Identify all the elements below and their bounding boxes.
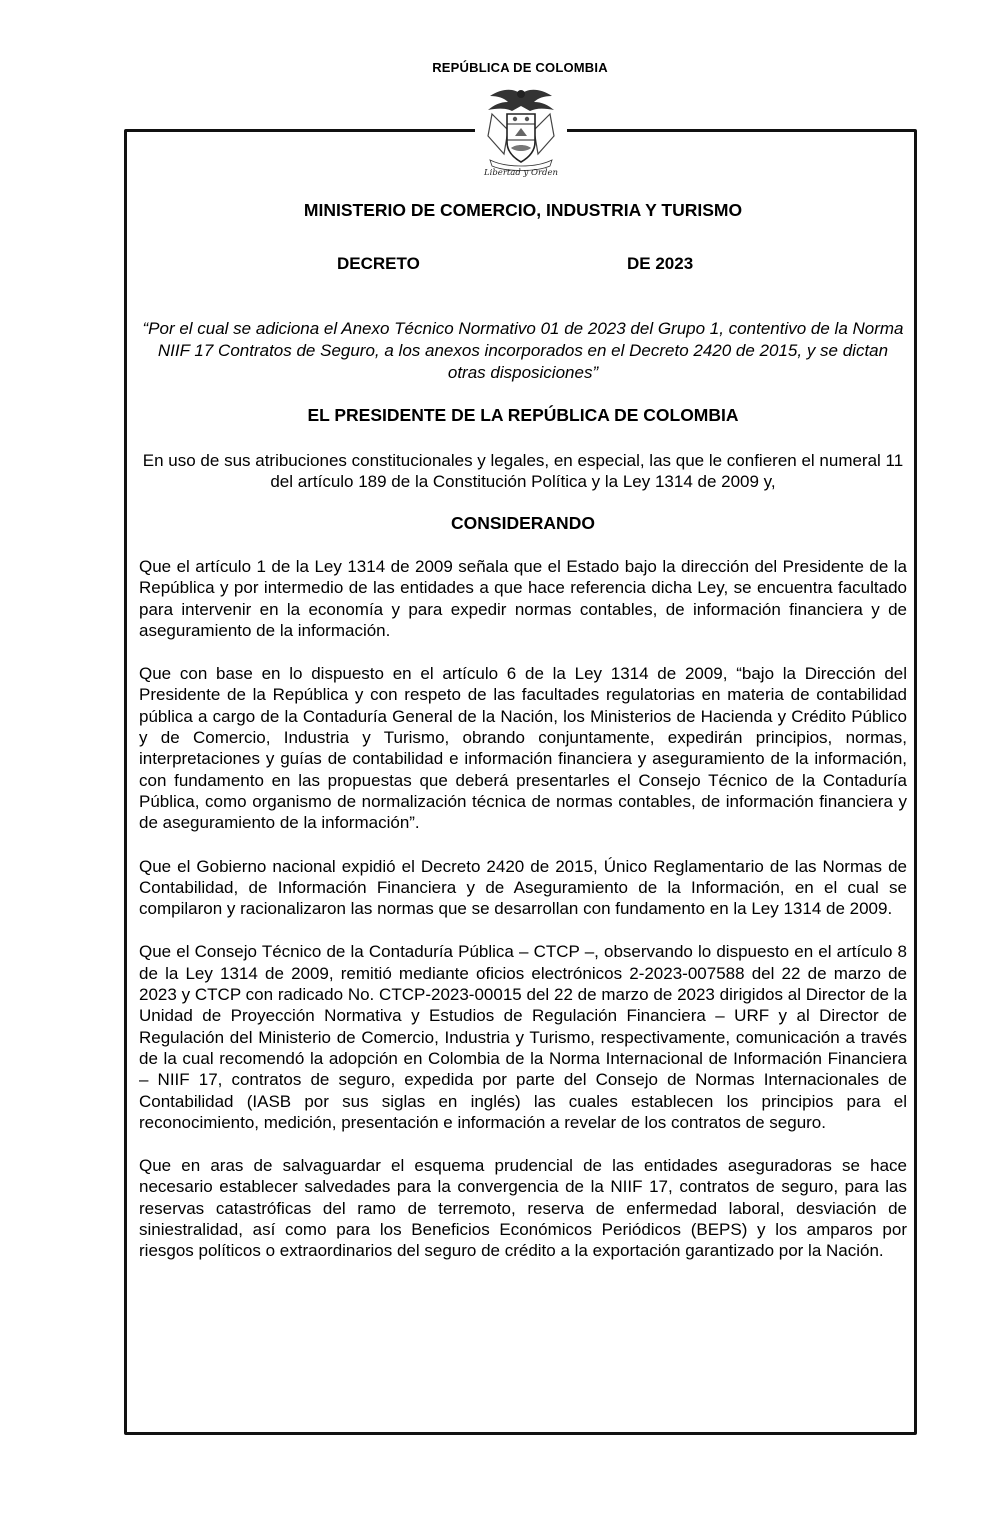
considerations-body [139, 556, 907, 1284]
considerando-heading: CONSIDERANDO [451, 513, 595, 533]
decree-subject: “Por el cual se adiciona el Anexo Técnico Normativo 01 de 2023 del Grupo 1, contentivo de la Norma NIIF 17 Contratos de Seguro, a los anexos incorporados en el Decreto 2420 de 2015, y se dictan otras disposiciones” [142, 319, 904, 382]
consideration-paragraph: Que en aras de salvaguardar el esquema prudencial de las entidades aseguradoras se hace necesario establecer salvedades para la convergencia de la NIIF 17, contratos de seguro, para las reservas catastróficas del ramo de terremoto, reserva de enfermedad laboral, desviación de siniestralidad, así como para los Beneficios Económicos Periódicos (BEPS) y los amparos por riesgos políticos o extraordinarios del seguro de crédito a la exportación garantizado por la Nación. [139, 1156, 907, 1261]
consideration-paragraph: Que el Gobierno nacional expidió el Decreto 2420 de 2015, Único Reglamentario de las Normas de Contabilidad, de Información Financiera y de Aseguramiento de la Información, en el cual se compilaron y racionalizaron las normas que se desarrollan con fundamento en la Ley 1314 de 2009. [139, 856, 907, 919]
decree-label: DECRETO [337, 254, 420, 273]
consideration-paragraph: Que el artículo 1 de la Ley 1314 de 2009 señala que el Estado bajo la dirección del Presidente de la República y por intermedio de las entidades a que hace referencia dicha Ley, se encuentra facultado para intervenir en la economía y para expedir normas contables, de información financiera y de aseguramiento de la información. [139, 557, 907, 640]
ministry-title: MINISTERIO DE COMERCIO, INDUSTRIA Y TURISMO [303, 200, 743, 220]
consideration-paragraph: Que el Consejo Técnico de la Contaduría Pública – CTCP –, observando lo dispuesto en el artículo 8 de la Ley 1314 de 2009, remitió mediante oficios electrónicos 2-2023-007588 del 22 de marzo de 2023 y CTCP con radicado No. CTCP-2023-00015 del 22 de marzo de 2023 dirigidos al Director de la Unidad de Proyección Normativa y Estudios de Regulación Financiera – URF y al Director de Regulación del Ministerio de Comercio, Industria y Turismo, respectivamente, comunicación a través de la cual recomendó la adopción en Colombia de la Norma Internacional de Información Financiera – NIIF 17, contratos de seguro, expedida por parte del Consejo de Normas Internacionales de Contabilidad (IASB por sus siglas en inglés) las cuales establecen los principios para el reconocimiento, medición, presentación e información a revelar de los contratos de seguro. [139, 942, 907, 1132]
decree-year: DE 2023 [627, 254, 694, 273]
decree-line [139, 254, 907, 278]
president-title: EL PRESIDENTE DE LA REPÚBLICA DE COLOMBIA [307, 405, 739, 425]
seal-motto: Libertad y Orden [483, 168, 558, 178]
country-heading: REPÚBLICA DE COLOMBIA [432, 60, 608, 75]
consideration-paragraph: Que con base en lo dispuesto en el artículo 6 de la Ley 1314 de 2009, “bajo la Dirección del Presidente de la República y con respeto de las facultades regulatorias en materia de contabilidad pública a cargo de la Contaduría General de la Nación, los Ministerios de Hacienda y Crédito Público y de Comercio, Industria y Turismo, obrando conjuntamente, expedirán principios, normas, interpretaciones y guías de contabilidad e información financiera y aseguramiento de la información, con fundamento en las propuestas que deberá presentarles el Consejo Técnico de la Contaduría Pública, como organismo de normalización técnica de normas contables, de información financiera y de aseguramiento de la información”. [139, 664, 907, 833]
powers-statement: En uso de sus atribuciones constitucionales y legales, en especial, las que le confieren el numeral 11 del artículo 189 de la Constitución Política y la Ley 1314 de 2009 y, [142, 451, 904, 491]
